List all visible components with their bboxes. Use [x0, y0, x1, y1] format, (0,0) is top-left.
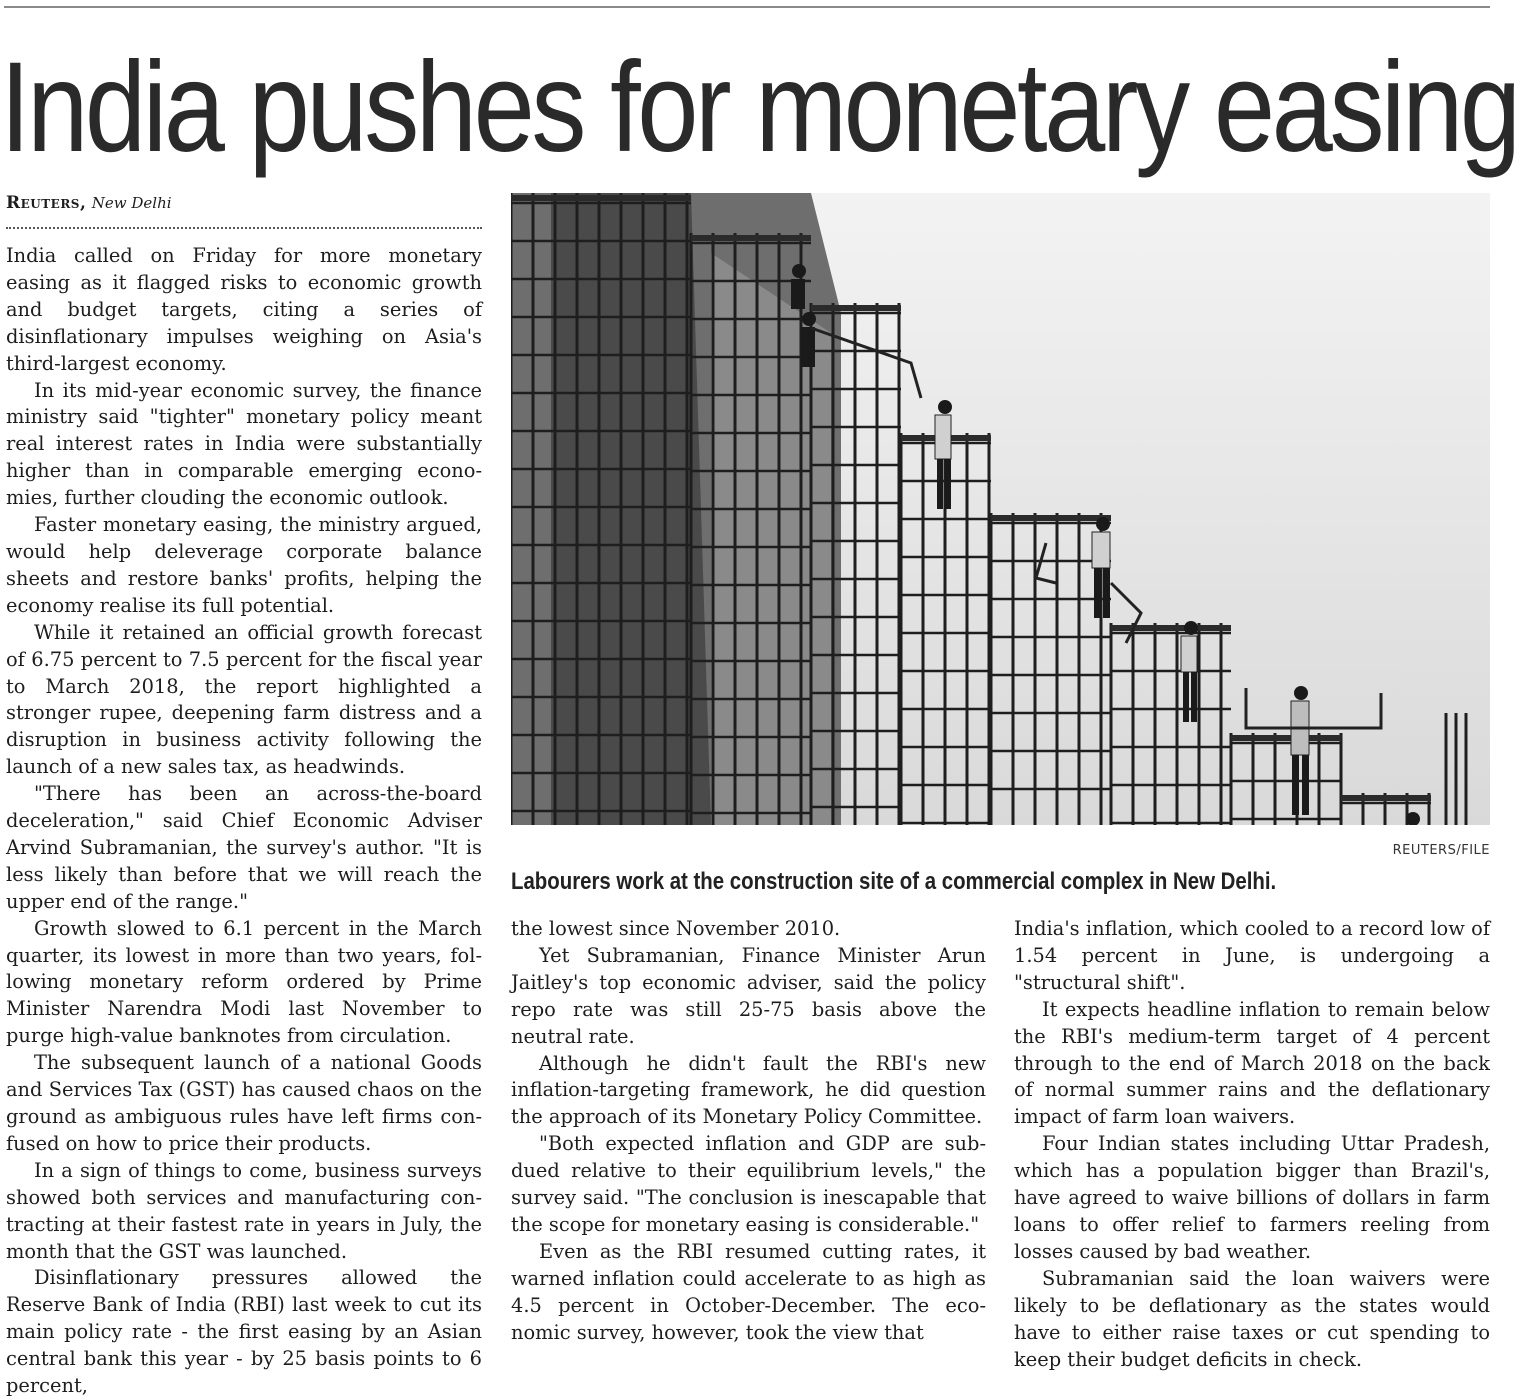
- paragraph: Growth slowed to 6.1 percent in the March quarter, its lowest in more than two years, following monetary reform ordered by Prime Minister Narendra Modi last November to purge high-value banknotes from circulation.: [6, 916, 482, 1048]
- article-column-2: [511, 916, 986, 1347]
- paragraph: Even as the RBI resumed cutting rates, it warned inflation could accelerate to as high as 4.5 percent in October-December. The economic survey, however, took the view that: [511, 1239, 986, 1344]
- paragraph: India called on Friday for more monetary easing as it flagged risks to economic growth and budget targets, citing a series of disinflationary impulses weighing on Asia's third-largest economy.: [6, 244, 482, 375]
- paragraph: In a sign of things to come, business surveys showed both services and manufacturing contracting at their fastest rate in years in July, the month that the GST was launched.: [6, 1158, 482, 1263]
- paragraph: In its mid-year economic survey, the finance ministry said "tighter" monetary policy meant real interest rates in India were substantially higher than in comparable emerging economies, further clouding the economic outlook.: [6, 378, 482, 510]
- photo-caption: Labourers work at the construction site of a commercial complex in New Delhi.: [511, 868, 1277, 895]
- paragraph: India's inflation, which cooled to a record low of 1.54 percent in June, is undergoing a "structural shift".: [1014, 917, 1490, 994]
- paragraph: "Both expected inflation and GDP are subdued relative to their equilibrium levels," the survey said. "The conclusion is inescapable that the scope for monetary easing is considerable.": [511, 1132, 986, 1236]
- dateline-divider: [6, 227, 482, 229]
- paragraph: The subsequent launch of a national Goods and Services Tax (GST) has caused chaos on the ground as ambiguous rules have left firms confused on how to price their products.: [6, 1051, 482, 1155]
- photo-credit: REUTERS/FILE: [1392, 843, 1490, 858]
- paragraph: the lowest since November 2010.: [511, 917, 841, 940]
- article-column-1: [6, 243, 482, 1400]
- news-photo: [511, 193, 1490, 825]
- dateline-agency: Reuters,: [6, 193, 87, 213]
- scaffolding-illustration: [511, 193, 1490, 825]
- paragraph: Faster monetary easing, the ministry argued, would help deleverage corporate balance sheets and restore banks' profits, helping the economy realise its full potential.: [6, 513, 482, 617]
- paragraph: Four Indian states including Uttar Pradesh, which has a population bigger than Brazil's, have agreed to waive billions of dollars in farm loans to offer relief to farmers reeling from losses caused by bad weather.: [1014, 1132, 1490, 1263]
- article-column-3: [1014, 916, 1490, 1373]
- paragraph: Yet Subramanian, Finance Minister Arun Jaitley's top economic adviser, said the policy repo rate was still 25-75 basis above the neutral rate.: [511, 943, 986, 1048]
- paragraph: Subramanian said the loan waivers were likely to be deflationary as the states would have to either raise taxes or cut spending to keep their budget deficits in check.: [1014, 1266, 1490, 1371]
- dateline-city: New Delhi: [91, 194, 172, 212]
- paragraph: "There has been an across-the-board deceleration," said Chief Economic Adviser Arvind Subramanian, the survey's author. "It is less likely than before that we will reach the upper end of the range.": [6, 782, 482, 913]
- paragraph: While it retained an official growth forecast of 6.75 percent to 7.5 percent for the fiscal year to March 2018, the report highlighted a stronger rupee, deepening farm distress and a disruption in business activity following the launch of a new sales tax, as headwinds.: [6, 620, 482, 779]
- paragraph: Disinflationary pressures allowed the Reserve Bank of India (RBI) last week to cut its main policy rate - the first easing by an Asian central bank this year - by 25 basis points to 6 percent,: [6, 1266, 482, 1398]
- headline: India pushes for monetary easing: [0, 36, 1518, 179]
- paragraph: Although he didn't fault the RBI's new inflation-targeting framework, he did question the approach of its Monetary Policy Committee.: [511, 1051, 986, 1129]
- top-rule: [4, 6, 1490, 8]
- paragraph: It expects headline inflation to remain below the RBI's medium-term target of 4 percent through to the end of March 2018 on the back of normal summer rains and the deflationary impact of farm loan waivers.: [1014, 997, 1490, 1129]
- dateline: [6, 193, 172, 213]
